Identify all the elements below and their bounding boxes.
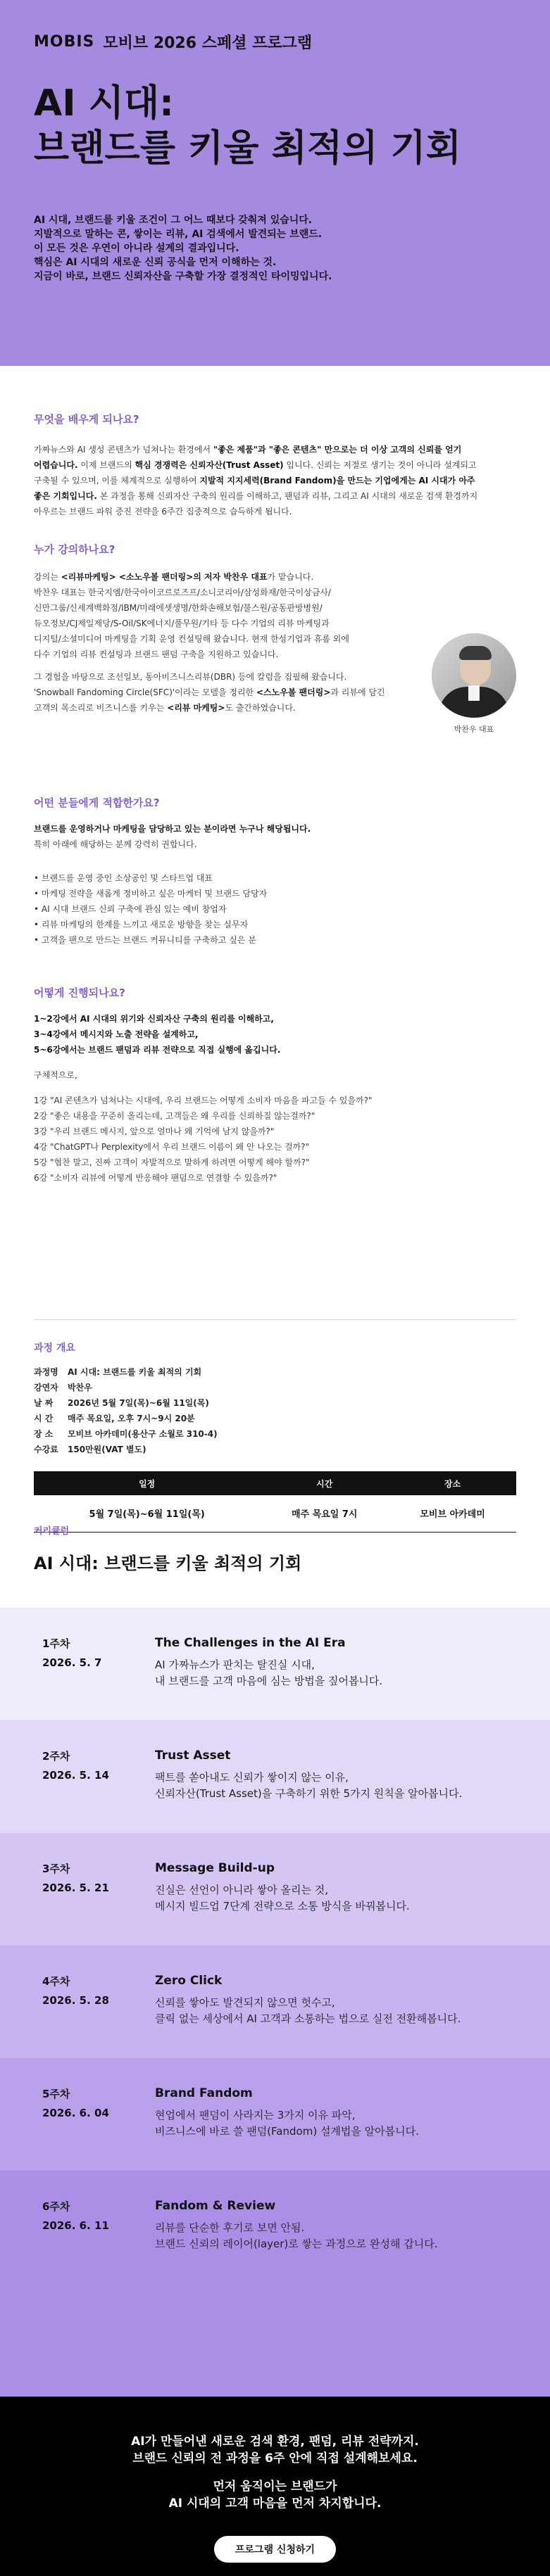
audience-title: 어떤 분들에게 적합한가요? [34, 797, 160, 809]
week-row [0, 2058, 550, 2171]
what-text-bold: 어렵습니다. [34, 460, 78, 470]
week-topic: Fandom & Review [155, 2199, 276, 2213]
overview-row [34, 1426, 516, 1442]
brand-bar [34, 31, 516, 53]
week-desc-line: 클릭 없는 세상에서 AI 고객과 소통하는 법으로 실전 전환해봅니다. [155, 2012, 461, 2025]
footer-line: 브랜드 신뢰의 전 과정을 6주 안에 직접 설계해보세요. [132, 2451, 418, 2466]
overview-key: 시 간 [34, 1414, 54, 1423]
week-date: 2026. 5. 7 [42, 1656, 102, 1669]
overview-value: AI 시대: 브랜드를 키울 최적의 기회 [68, 1367, 202, 1377]
instructor-photo-block [428, 633, 520, 735]
week-desc [155, 1749, 462, 1833]
instructor-title: 누가 강의하나요? [34, 543, 115, 556]
table-header: 일정 [34, 1471, 260, 1495]
curriculum-eyebrow: 커리큘럼 [34, 1526, 70, 1537]
week-desc-line: 진실은 선언이 아니라 쌓아 올리는 것, [155, 1884, 328, 1896]
week-date: 2026. 6. 11 [42, 2219, 109, 2232]
week-desc-line: 리뷰를 단순한 후기로 보면 안됨. [155, 2221, 305, 2234]
audience-section [0, 795, 550, 948]
what-text-bold: 지발적 지지세력(Brand Fandom)을 만드는 기업에게는 AI 시대가 아주 [199, 476, 475, 486]
week-topic: Trust Asset [155, 1749, 231, 1763]
hero-line: 이 모든 것은 우연이 아니라 설계의 결과입니다. [34, 243, 239, 254]
instructor-text: 가 맡습니다. [267, 572, 314, 582]
week-label [42, 1861, 155, 1946]
week-desc-line: AI 가짜뉴스가 판치는 탈진실 시대, [155, 1658, 315, 1671]
week-desc-line: 브랜드 신뢰의 레이어(layer)로 쌓는 과정으로 완성해 갑니다. [155, 2238, 438, 2250]
progress-body [34, 1011, 516, 1083]
hero-section [0, 0, 550, 366]
week-date: 2026. 5. 14 [42, 1769, 109, 1782]
instructor-text: 박찬우 대표는 한국지엠/한국아이코르로즈프/소니코리아/삼성화재/한국이상금사/ [34, 588, 331, 597]
step-item: 5강 "협찬 말고, 진짜 고객이 자발적으로 말하게 하려면 어떻게 해야 할까?" [34, 1157, 310, 1167]
week-desc-line: 비즈니스에 바로 쓸 팬덤(Fandom) 설계법을 알아봅니다. [155, 2125, 419, 2138]
hero-line: 지발적으로 말하는 콘, 쌓이는 리뷰, AI 검색에서 발견되는 브랜드. [34, 229, 323, 240]
hero-line: 지금이 바로, 브랜드 신뢰자산을 구축할 가장 결정적인 타이밍입니다. [34, 271, 332, 282]
week-desc-line: 현업에서 팬덤이 사라지는 3가지 이유 파악, [155, 2109, 356, 2121]
week-desc [155, 1636, 382, 1720]
audience-text: 특히 아래에 해당하는 분께 강력히 권합니다. [34, 839, 197, 849]
week-row [0, 1946, 550, 2058]
what-text: 본 과정을 통해 신뢰자산 구축의 원리를 이해하고, 팬덤과 리뷰, 그리고 AI 시대의 새로운 검색 환경까지 [96, 491, 478, 501]
overview-row [34, 1442, 516, 1457]
hero-line: 핵심은 AI 시대의 새로운 신뢰 공식을 먼저 이해하는 것. [34, 257, 277, 268]
overview-info [34, 1364, 516, 1457]
step-item: 3강 "우리 브랜드 메시지, 앞으로 얼마나 왜 기억에 남지 않을까?" [34, 1127, 275, 1136]
week-row [0, 1608, 550, 1720]
list-item: • AI 시대 브랜드 신뢰 구축에 관심 있는 예비 창업자 [34, 904, 227, 914]
week-date: 2026. 5. 28 [42, 1994, 109, 2007]
overview-title: 과정 개요 [34, 1343, 75, 1354]
what-text: 구축될 수 있으며, 이를 체계적으로 실행하여 [34, 476, 200, 486]
week-desc [155, 2199, 438, 2397]
week-topic: Zero Click [155, 1974, 223, 1988]
week-number: 2주차 [42, 1750, 70, 1763]
instructor-text: 도 출간하였습니다. [225, 703, 296, 713]
instructor-photo [432, 633, 516, 718]
step-item: 6강 "소비자 리뷰에 어떻게 반응해야 팬덤으로 연결할 수 있을까?" [34, 1173, 277, 1183]
curriculum-title: AI 시대: 브랜드를 키울 최적의 기회 [34, 1554, 302, 1573]
week-topic: Brand Fandom [155, 2086, 253, 2100]
hero-intro [34, 213, 516, 284]
list-item: • 브랜드를 운영 중인 소상공인 및 스타트업 대표 [34, 873, 213, 883]
step-item: 1강 "AI 콘텐츠가 넘쳐나는 시대에, 우리 브랜드는 어떻게 소비자 마음을 파고들 수 있을까?" [34, 1096, 373, 1105]
section-divider [34, 1319, 516, 1320]
brand-logo [34, 33, 94, 51]
progress-text-bold: 1~2강에서 AI 시대의 위기와 신뢰자산 구축의 원리를 이해하고, [34, 1014, 274, 1024]
overview-section [0, 1340, 550, 1533]
instructor-text: 과 리뷰에 담긴 [330, 687, 385, 697]
overview-key: 강연자 [34, 1383, 58, 1392]
overview-value: 매주 목요일, 오후 7시~9시 20분 [68, 1414, 195, 1423]
instructor-text: 디지털/소셜미디어 마케팅을 기획 운영 컨설팅해 왔습니다. 현재 한성기업과 휴롬 외에 [34, 634, 349, 644]
week-label [42, 2086, 155, 2171]
hero-title-line2: 브랜드를 키울 최적의 기회 [34, 127, 461, 170]
overview-row [34, 1380, 516, 1395]
week-label [42, 2199, 155, 2397]
instructor-text-bold: <리뷰마케팅> <소노우볼 팬더링>의 저자 박찬우 대표 [61, 572, 268, 582]
progress-title: 어떻게 진행되나요? [34, 986, 125, 999]
hero-line: AI 시대, 브랜드를 키울 조건이 그 어느 때보다 갖춰져 있습니다. [34, 215, 313, 226]
week-label [42, 1974, 155, 2058]
table-cell: 매주 목요일 7시 [260, 1495, 389, 1532]
progress-text: 구체적으로, [34, 1070, 77, 1080]
instructor-text-bold: <리뷰 마케팅> [167, 703, 225, 713]
instructor-body [34, 569, 414, 716]
footer-line: 먼저 움직이는 브랜드가 [213, 2480, 337, 2494]
week-desc-line: 신뢰를 쌓아도 발견되지 않으면 헛수고, [155, 1996, 335, 2009]
week-date: 2026. 5. 21 [42, 1882, 109, 1894]
progress-steps [34, 1093, 516, 1186]
instructor-text: 'Snowball Fandoming Circle(SFC)'이라는 모델을 정리한 [34, 687, 256, 697]
week-desc-line: 신뢰자산(Trust Asset)을 구축하기 위한 5가지 원칙을 알아봅니다. [155, 1787, 463, 1800]
table-header-row [34, 1471, 516, 1495]
week-number: 5주차 [42, 2088, 70, 2100]
instructor-text: 고객의 목소리로 비즈니스를 키우는 [34, 703, 168, 713]
overview-value: 150만원(VAT 별도) [68, 1445, 146, 1454]
week-number: 3주차 [42, 1863, 70, 1875]
week-desc-line: 메시지 빌드업 7단계 전략으로 소통 방식을 바꿔봅니다. [155, 1900, 410, 1912]
instructor-text: 신만그룹/신세계백화점/IBM/미래에셋생명/한화손해보험/불스원/공동판방병원/ [34, 603, 323, 613]
week-row [0, 1720, 550, 1833]
instructor-text: 그 경험을 바탕으로 조선일보, 동아비즈니스리뷰(DBR) 등에 칼럼을 집필해 왔습니다. [34, 672, 347, 682]
overview-key: 수강료 [34, 1445, 58, 1454]
hero-title [34, 81, 516, 171]
overview-key: 날 짜 [34, 1398, 54, 1408]
hero-title-line1: AI 시대: [34, 82, 174, 125]
apply-button[interactable]: 프로그램 신청하기 [214, 2536, 336, 2563]
overview-row [34, 1411, 516, 1426]
overview-value: 박찬우 [68, 1383, 92, 1392]
week-desc-line: 내 브랜드를 고객 마음에 심는 방법을 짚어봅니다. [155, 1675, 383, 1687]
curriculum-header [0, 1523, 550, 1574]
week-label [42, 1749, 155, 1833]
list-item: • 마케팅 전략을 새롭게 정비하고 싶은 마케터 및 브랜드 담당자 [34, 889, 268, 899]
what-text: 입니다. 신뢰는 저절로 생기는 것이 아니라 설계되고 [283, 460, 477, 470]
progress-text-bold: 3~4강에서 메시지와 노출 전략을 설계하고, [34, 1029, 199, 1039]
week-number: 1주차 [42, 1637, 70, 1650]
week-desc [155, 1974, 461, 2058]
what-section [0, 412, 550, 519]
progress-text-bold: 5~6강에서는 브랜드 팬덤과 리뷰 전략으로 직접 실행에 옮깁니다. [34, 1045, 281, 1055]
table-header: 시간 [260, 1471, 389, 1495]
instructor-text: 다수 기업의 리뷰 컨설팅과 브랜드 팬덤 구축을 지원하고 있습니다. [34, 649, 279, 659]
what-text: 이제 브랜드의 [77, 460, 135, 470]
instructor-text-bold: <스노우볼 팬더링> [256, 687, 331, 697]
overview-value: 2026년 5월 7일(목)~6월 11일(목) [68, 1398, 209, 1408]
what-text: 가짜뉴스와 AI 생성 콘텐츠가 넘쳐나는 환경에서 [34, 445, 213, 455]
what-text-bold: 핵심 경쟁력은 신뢰자산(Trust Asset) [135, 460, 284, 470]
what-body [34, 442, 516, 519]
step-item: 4강 "ChatGPT나 Perplexity에서 우리 브랜드 이름이 왜 안 나오는 걸까?" [34, 1142, 310, 1152]
week-label [42, 1636, 155, 1720]
week-topic: The Challenges in the AI Era [155, 1636, 346, 1650]
audience-text-bold: 브랜드를 운영하거나 마케팅을 담당하고 있는 분이라면 누구나 해당됩니다. [34, 824, 311, 834]
table-header: 장소 [389, 1471, 516, 1495]
progress-section [0, 985, 550, 1186]
audience-list [34, 870, 516, 948]
overview-row [34, 1364, 516, 1380]
week-row [0, 2171, 550, 2397]
week-row [0, 1833, 550, 1946]
logo-wordmark: MOBIS [34, 33, 95, 51]
instructor-text: 듀오정보/CJ제일제당/S-Oil/SK에너지/풀무원/기타 등 다수 기업의 리뷰 마케팅과 [34, 618, 330, 628]
week-date: 2026. 6. 04 [42, 2107, 109, 2119]
overview-row [34, 1395, 516, 1411]
week-desc-line: 팩트를 쏟아내도 신뢰가 쌓이지 않는 이유, [155, 1771, 349, 1784]
brand-program-title: 모비브 2026 스페셜 프로그램 [103, 34, 313, 52]
week-desc [155, 2086, 419, 2171]
week-desc [155, 1861, 410, 1946]
footer-cta-section [0, 2397, 550, 2576]
list-item: • 리뷰 마케팅의 한계를 느끼고 새로운 방향을 찾는 실무자 [34, 920, 249, 929]
step-item: 2강 "좋은 내용을 꾸준히 올리는데, 고객들은 왜 우리를 신뢰하질 않는걸까?" [34, 1111, 315, 1121]
overview-key: 장 소 [34, 1429, 54, 1439]
instructor-text: 강의는 [34, 572, 61, 582]
what-title: 무엇을 배우게 되나요? [34, 413, 139, 426]
week-number: 4주차 [42, 1975, 70, 1988]
table-cell: 5월 7일(목)~6월 11일(목) [34, 1495, 260, 1532]
overview-key: 과정명 [34, 1367, 58, 1377]
table-cell: 모비브 아카데미 [389, 1495, 516, 1532]
what-text-bold: 좋은 기회입니다. [34, 491, 97, 501]
week-number: 6주차 [42, 2200, 70, 2213]
week-topic: Message Build-up [155, 1861, 275, 1875]
audience-body [34, 821, 516, 852]
list-item: • 고객을 팬으로 만드는 브랜드 커뮤니티를 구축하고 싶은 분 [34, 935, 256, 945]
overview-value: 모비브 아카데미(용산구 소월로 310-4) [68, 1429, 218, 1439]
what-text: 아우르는 브랜드 파워 증진 전략을 6주간 집중적으로 습득하게 됩니다. [34, 507, 292, 516]
footer-line: AI 시대의 고객 마음을 먼저 차지합니다. [168, 2496, 382, 2511]
footer-line: AI가 만들어낸 새로운 검색 환경, 팬덤, 리뷰 전략까지. [131, 2435, 419, 2449]
what-text-bold: "좋은 제품"과 "좋은 콘텐츠" 만으로는 더 이상 고객의 신뢰를 얻기 [213, 445, 462, 455]
instructor-photo-caption: 박찬우 대표 [454, 725, 494, 734]
